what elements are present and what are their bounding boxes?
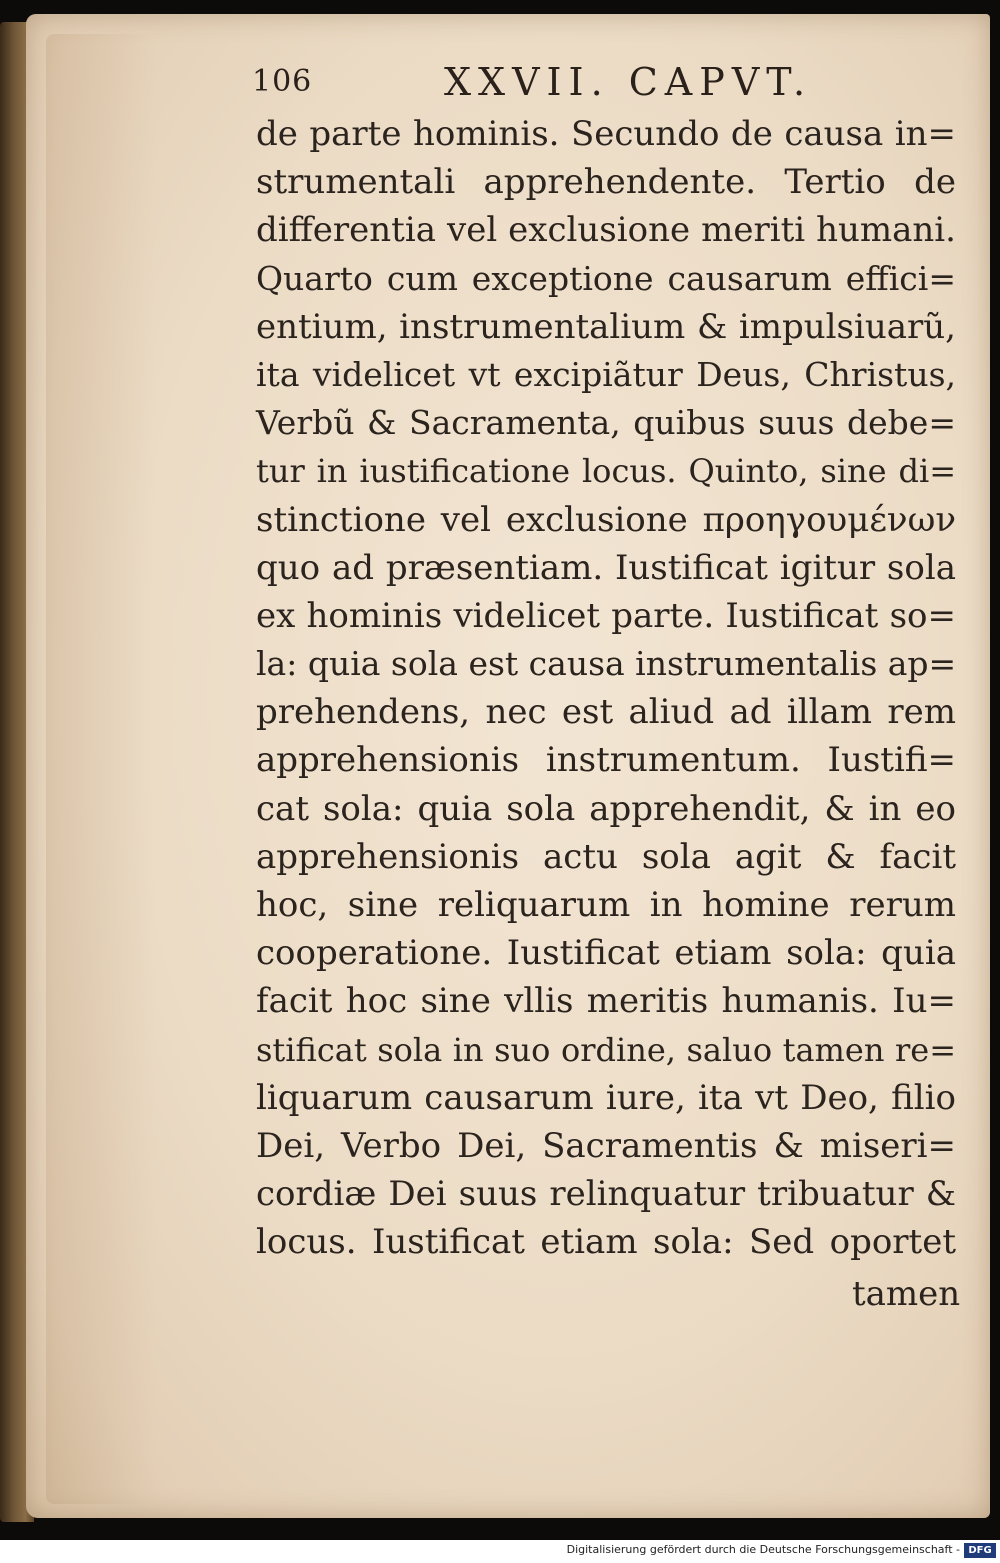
text-line: Dei, Verbo Dei, Sacramentis & miseri=: [256, 1125, 956, 1166]
text-line: apprehensionis instrumentum. Iustifi=: [256, 740, 956, 781]
chapter-heading: XXVII. CAPVT.: [444, 60, 813, 104]
running-head: [252, 60, 872, 108]
text-line: ex hominis videlicet parte. Iustificat so=: [256, 595, 956, 636]
text-line: entium, instrumentalium & impulsiuarũ,: [256, 306, 956, 347]
text-line: quo ad præsentiam. Iustificat igitur sola: [256, 547, 956, 588]
text-line: stinctione vel exclusione προηγουμένων: [256, 499, 956, 540]
text-line: apprehensionis actu sola agit & facit: [256, 836, 956, 877]
text-line: tur in iustificatione locus. Quinto, sine di=: [256, 452, 956, 491]
text-line: stificat sola in suo ordine, saluo tamen re=: [256, 1030, 956, 1069]
text-line: differentia vel exclusione meriti humani.: [256, 210, 956, 251]
page-stain: [46, 34, 156, 1504]
text-line: strumentali apprehendente. Tertio de: [256, 162, 956, 203]
funding-credit: Digitalisierung gefördert durch die Deutsche Forschungsgemeinschaft -: [566, 1543, 960, 1556]
text-line: prehendens, nec est aliud ad illam rem: [256, 692, 956, 733]
dfg-logo: DFG: [964, 1543, 996, 1558]
text-line: ita videlicet vt excipiãtur Deus, Christus,: [256, 354, 956, 394]
text-line: liquarum causarum iure, ita vt Deo, filio: [256, 1077, 956, 1118]
catchword: tamen: [852, 1274, 961, 1314]
text-line: Quarto cum exceptione causarum effici=: [256, 258, 956, 298]
text-line: locus. Iustificat etiam sola: Sed oportet: [256, 1222, 956, 1263]
text-line: cooperatione. Iustificat etiam sola: quia: [256, 933, 956, 974]
text-line: hoc, sine reliquarum in homine rerum: [256, 885, 956, 925]
text-line: facit hoc sine vllis meritis humanis. Iu=: [256, 981, 956, 1022]
text-line: cat sola: quia sola apprehendit, & in eo: [256, 788, 956, 829]
text-line: de parte hominis. Secundo de causa in=: [256, 114, 956, 154]
text-line: Verbũ & Sacramenta, quibus suus debe=: [256, 403, 956, 443]
page-number: 106: [252, 64, 313, 99]
body-text: [256, 110, 956, 1267]
digitization-footer: [0, 1540, 1000, 1563]
text-line: la: quia sola est causa instrumentalis ap=: [256, 644, 957, 684]
text-line: cordiæ Dei suus relinquatur tribuatur &: [256, 1174, 956, 1215]
